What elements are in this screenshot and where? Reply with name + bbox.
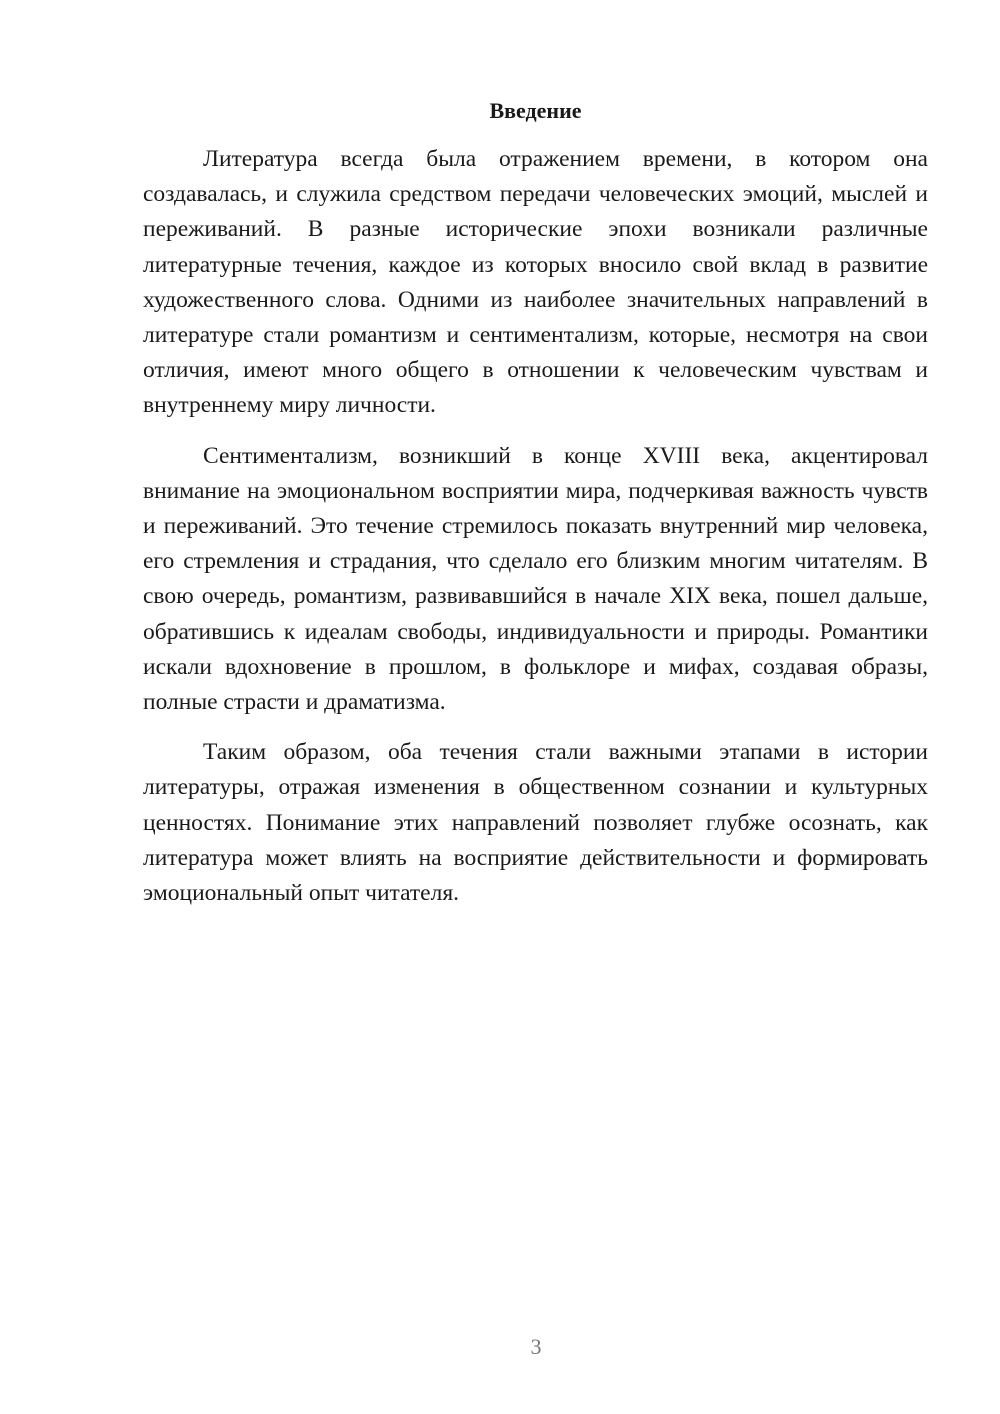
paragraph-sentimentalism: Сентиментализм, возникший в конце XVIII века, акцентировал внимание на эмоциональном восприятии мира, подчеркивая важность чувств и переживаний. Это течение стремилось показать внутренний мир человека, его стремления и страдания, что сделало его близким многим читателям. В свою очередь, романтизм, развивавшийся в начале XIX века, пошел дальше, обратившись к идеалам свободы, индивидуальности и природы. Романтики искали вдохновение в прошлом, в фольклоре и мифах, создавая образы, полные страсти и драматизма.	[143, 442, 928, 716]
page-title: Введение	[489, 98, 582, 123]
paragraph-intro: Литература всегда была отражением времени, в котором она создавалась, и служила средством передачи человеческих эмоций, мыслей и переживаний. В разные исторические эпохи возникали различные литературные течения, каждое из которых вносило свой вклад в развитие художественного слова. Одними из наиболее значительных направлений в литературе стали романтизм и сентиментализм, которые, несмотря на свои отличия, имеют много общего в отношении к человеческим чувствам и внутреннему миру личности.	[143, 146, 928, 419]
paragraph-conclusion: Таким образом, оба течения стали важными этапами в истории литературы, отражая изменения в общественном сознании и культурных ценностях. Понимание этих направлений позволяет глубже осознать, как литература может влиять на восприятие действительности и формировать эмоциональный опыт читателя.	[143, 739, 928, 907]
body-text	[143, 142, 928, 926]
page-number: 3	[530, 1334, 542, 1359]
